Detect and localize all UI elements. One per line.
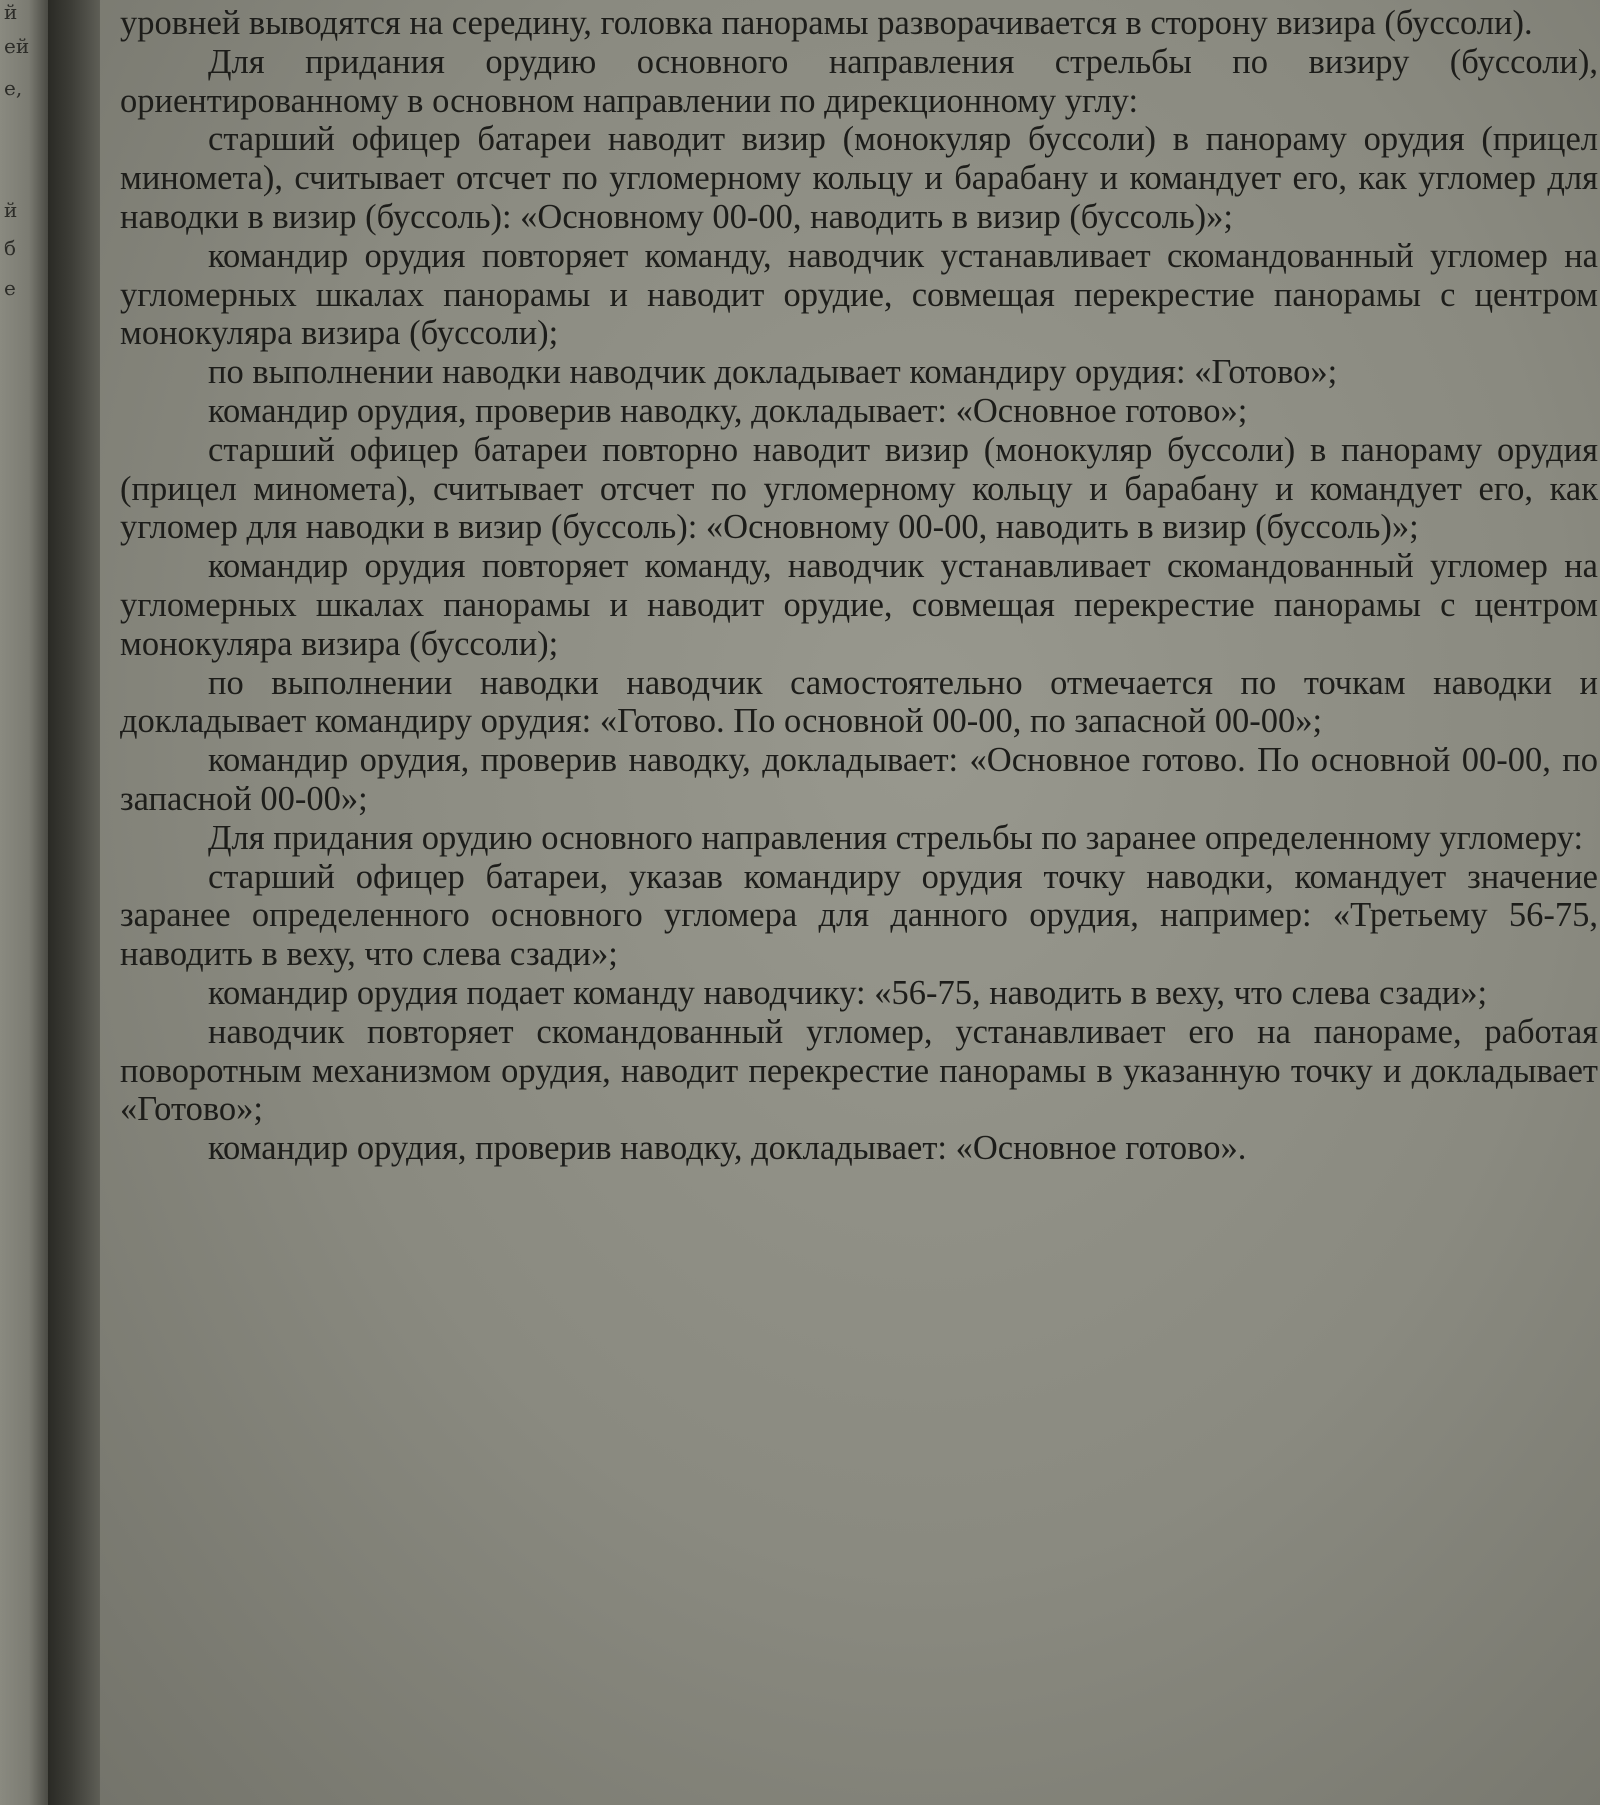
paragraph: Для придания орудию основного направления стрельбы по визиру (буссоли), ориентированному в основном направлении по дирекционному углу:	[120, 42, 1598, 120]
paragraph: Для придания орудию основного направления стрельбы по заранее определенному угломеру:	[208, 818, 1584, 857]
paragraph: наводчик повторяет скомандованный угломер, устанавливает его на панораме, работая поворотным механизмом орудия, наводит перекрестие панорамы в указанную точку и докладывает «Готово»;	[120, 1012, 1598, 1129]
paragraph: уровней выводятся на середину, головка панорамы разворачивается в сторону визира (буссоли).	[120, 4, 1533, 42]
paragraph: командир орудия, проверив наводку, докладывает: «Основное готово».	[208, 1129, 1247, 1168]
paragraph: по выполнении наводки наводчик самостоятельно отмечается по точкам наводки и докладывает командиру орудия: «Готово. По основной 00-00, по запасной 00-00»;	[120, 663, 1598, 741]
edge-char: й	[4, 0, 18, 24]
book-gutter	[48, 0, 100, 1805]
page-body-text	[120, 4, 1598, 1168]
adjacent-page-edge	[0, 0, 48, 1805]
paragraph: командир орудия, проверив наводку, докладывает: «Основное готово»;	[208, 391, 1248, 430]
edge-char: е	[4, 276, 16, 300]
paragraph: командир орудия, проверив наводку, докладывает: «Основное готово. По основной 00-00, по запасной 00-00»;	[120, 741, 1598, 818]
edge-char: б	[4, 236, 17, 260]
adjacent-page-text	[0, 0, 30, 360]
book-page	[100, 0, 1600, 1805]
paragraph: по выполнении наводки наводчик докладывает командиру орудия: «Готово»;	[208, 353, 1338, 392]
edge-char: й	[4, 198, 18, 222]
paragraph: старший офицер батареи, указав командиру орудия точку наводки, командует значение заранее определенного основного угломера для данного орудия, например: «Третьему 56-75, наводить в веху, что слева сзади»;	[120, 857, 1598, 974]
paragraph: командир орудия подает команду наводчику: «56-75, наводить в веху, что слева сзади»;	[208, 973, 1488, 1012]
paragraph: командир орудия повторяет команду, наводчик устанавливает скомандованный угломер на угломерных шкалах панорамы и наводит орудие, совмещая перекрестие панорамы с центром монокуляра визира (буссоли);	[120, 547, 1598, 663]
edge-char: ей	[4, 34, 30, 58]
paragraph: старший офицер батареи повторно наводит визир (монокуляр буссоли) в панораму орудия (прицел минометa), считывает отсчет по угломерному кольцу и барабану и командует его, как угломер для наводки в визир (буссоль): «Основному 00-00, наводить в визир (буссоль)»;	[120, 430, 1598, 547]
paragraph: командир орудия повторяет команду, наводчик устанавливает скомандованный угломер на угломерных шкалах панорамы и наводит орудие, совмещая перекрестие панорамы с центром монокуляра визира (буссоли);	[120, 236, 1598, 353]
paragraph: старший офицер батареи наводит визир (монокуляр буссоли) в панораму орудия (прицел минометa), считывает отсчет по угломерному кольцу и барабану и командует его, как угломер для наводки в визир (буссоль): «Основному 00-00, наводить в визир (буссоль)»;	[120, 120, 1598, 236]
edge-char: е,	[4, 76, 23, 100]
